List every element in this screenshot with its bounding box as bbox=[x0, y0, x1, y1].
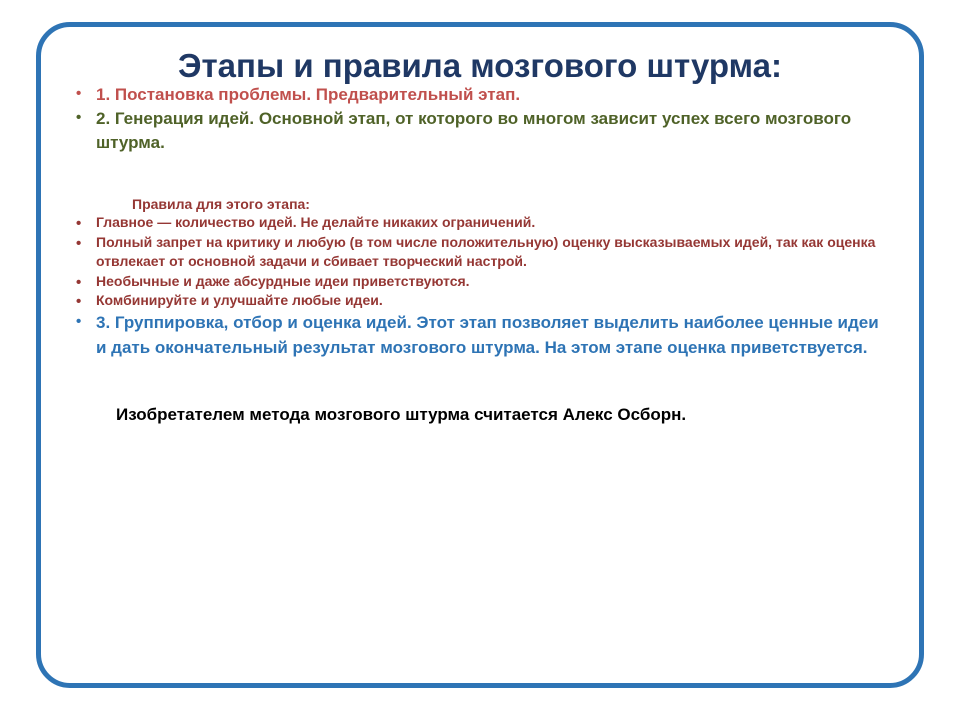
rule-item: • Комбинируйте и улучшайте любые идеи. bbox=[70, 291, 890, 311]
rule-item: • Главное — количество идей. Не делайте никаких ограничений. bbox=[70, 213, 890, 233]
rule-item: • Необычные и даже абсурдные идеи приветствуются. bbox=[70, 272, 890, 292]
rules-list bbox=[70, 213, 890, 311]
stage-item-3: • 3. Группировка, отбор и оценка идей. Этот этап позволяет выделить наиболее ценные идеи и дать окончательный результат мозгового штурма. На этом этапе оценка приветствуется. bbox=[70, 311, 890, 360]
slide-content bbox=[36, 22, 924, 688]
footer-note: Изобретателем метода мозгового штурма считается Алекс Осборн. bbox=[116, 405, 687, 425]
page-title: Этапы и правила мозгового штурма: bbox=[178, 47, 782, 84]
stage-list bbox=[70, 84, 890, 155]
rules-heading: Правила для этого этапа: bbox=[132, 195, 310, 212]
stage-list-continued bbox=[70, 311, 890, 360]
rule-item: • Полный запрет на критику и любую (в том числе положительную) оценку высказываемых идей, так как оценка отвлекает от основной задачи и сбивает творческий настрой. bbox=[70, 233, 890, 272]
stage-item-2: • 2. Генерация идей. Основной этап, от которого во многом зависит успех всего мозгового штурма. bbox=[70, 107, 890, 155]
stage-item-1: • 1. Постановка проблемы. Предварительный этап. bbox=[70, 84, 890, 107]
